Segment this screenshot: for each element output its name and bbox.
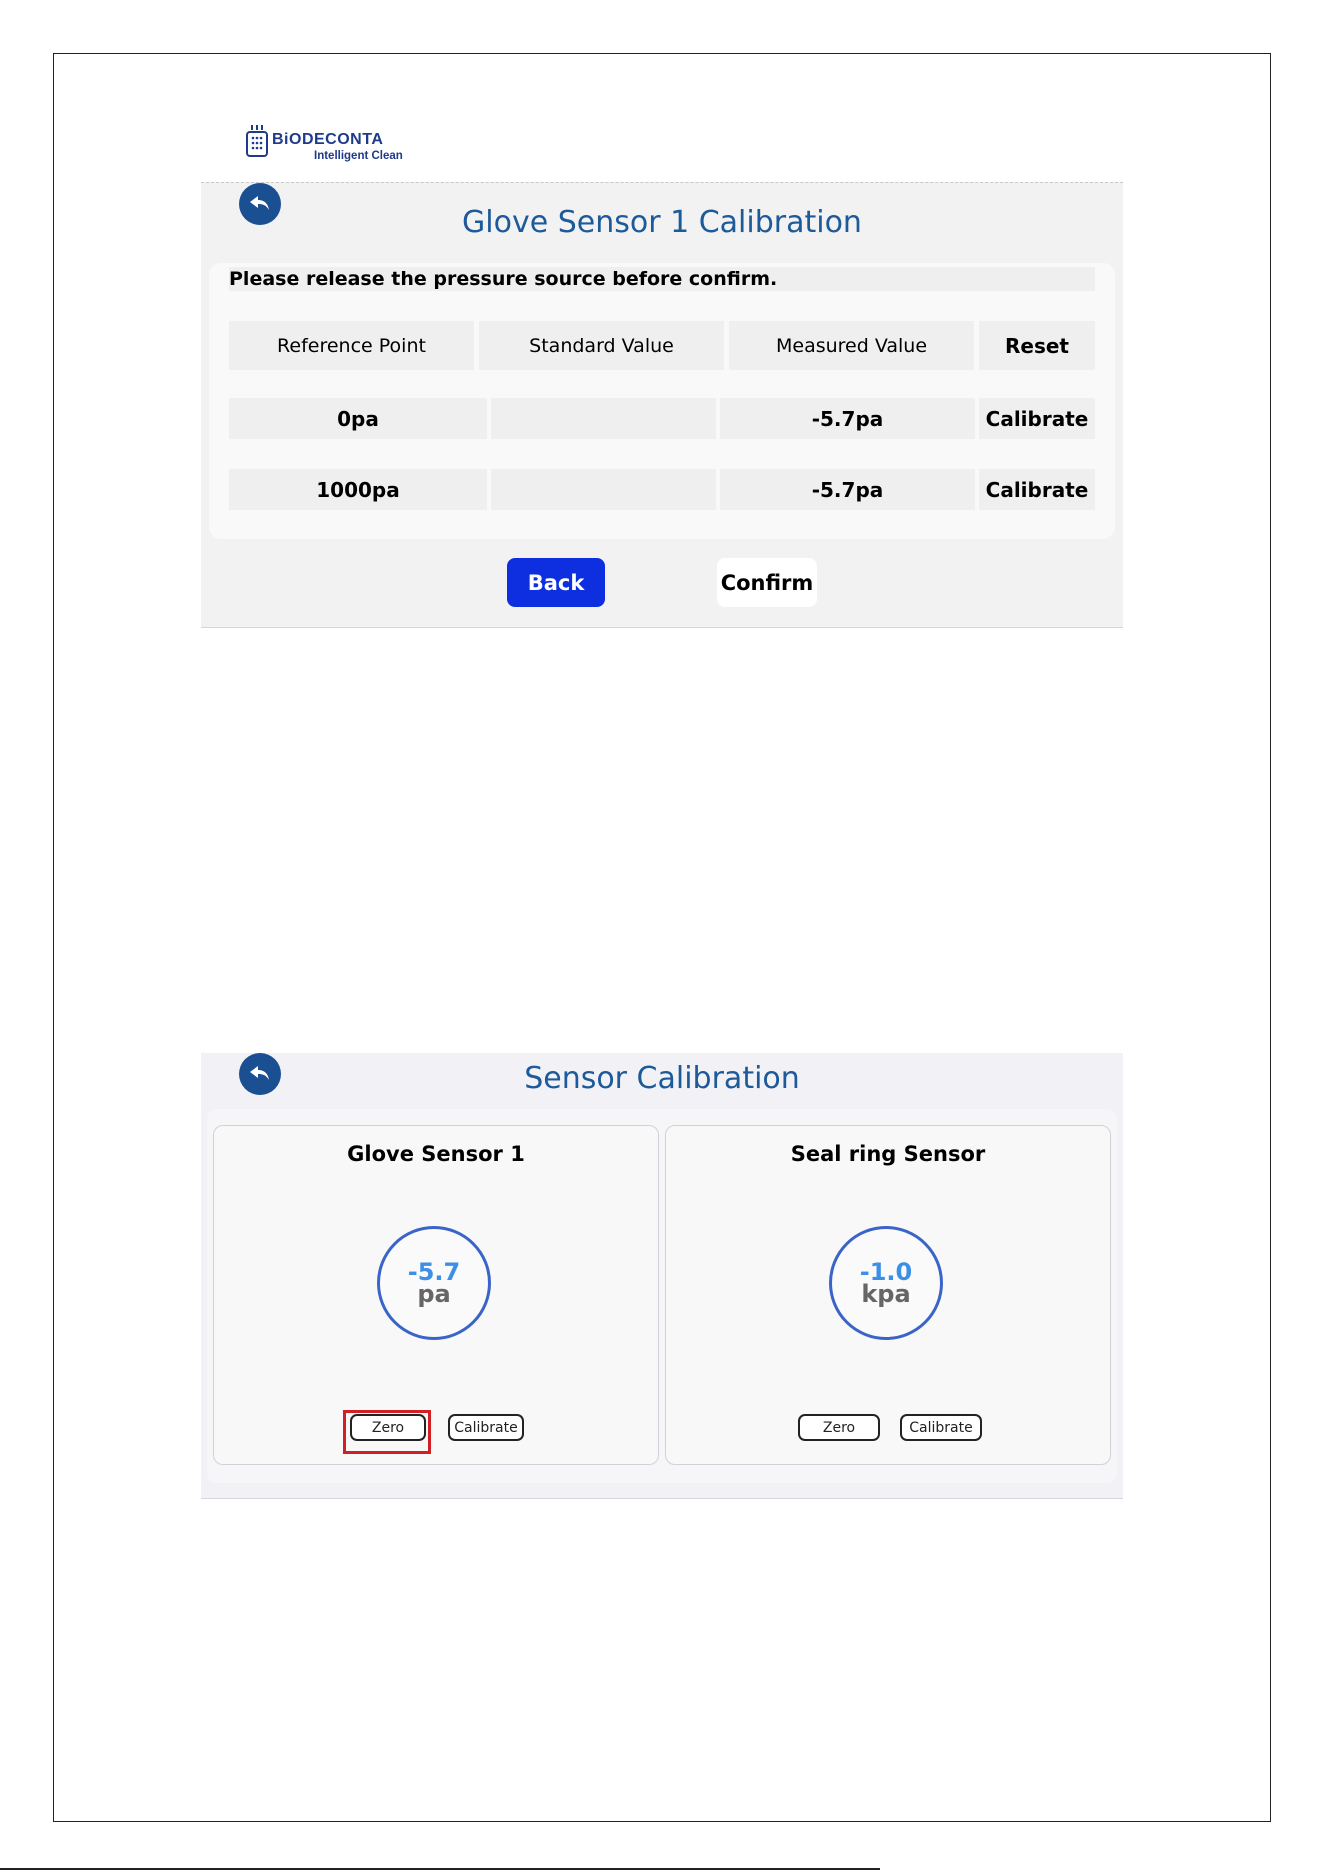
- zero-button[interactable]: Zero: [350, 1414, 426, 1441]
- sensor-calibration-screen: [201, 1053, 1123, 1499]
- measured-value-cell: -5.7pa: [720, 398, 975, 439]
- cleanroom-icon: [246, 124, 268, 158]
- sensor-panel-glove: [213, 1125, 659, 1465]
- gauge-value: -1.0: [859, 1258, 913, 1286]
- pressure-gauge: [829, 1226, 943, 1340]
- calibration-table-card: [209, 263, 1115, 539]
- back-button[interactable]: Back: [507, 558, 605, 607]
- notice-text: Please release the pressure source before confirm.: [229, 267, 1095, 291]
- calibrate-button[interactable]: Calibrate: [448, 1414, 524, 1441]
- logo-name: BiODECONTA: [272, 131, 384, 148]
- reset-button[interactable]: Reset: [979, 321, 1095, 370]
- footer-rule: [0, 1868, 880, 1870]
- confirm-button[interactable]: Confirm: [717, 558, 817, 607]
- sensor-panel-seal-ring: [665, 1125, 1111, 1465]
- reference-point-cell: 0pa: [229, 398, 487, 439]
- sensor-name: Seal ring Sensor: [790, 1142, 986, 1166]
- zero-button[interactable]: Zero: [798, 1414, 880, 1441]
- page-title: Glove Sensor 1 Calibration: [462, 205, 862, 240]
- gauge-value: -5.7: [407, 1258, 461, 1286]
- sensor-name: Glove Sensor 1: [347, 1142, 525, 1166]
- gauge-unit: kpa: [861, 1280, 911, 1308]
- calibrate-button[interactable]: Calibrate: [979, 398, 1095, 439]
- gauge-unit: pa: [417, 1280, 451, 1308]
- reference-point-cell: 1000pa: [229, 469, 487, 510]
- header-measured-value: Measured Value: [729, 321, 974, 370]
- standard-value-input[interactable]: [491, 469, 716, 510]
- calibration-screen: [201, 182, 1123, 628]
- measured-value-cell: -5.7pa: [720, 469, 975, 510]
- header-standard-value: Standard Value: [479, 321, 724, 370]
- logo-tagline: Intelligent Clean: [314, 150, 403, 162]
- brand-logo: [246, 120, 426, 166]
- zero-button-highlight: [343, 1410, 431, 1454]
- calibrate-button[interactable]: Calibrate: [900, 1414, 982, 1441]
- page-title: Sensor Calibration: [524, 1061, 800, 1096]
- header-reference-point: Reference Point: [229, 321, 474, 370]
- standard-value-input[interactable]: [491, 398, 716, 439]
- pressure-gauge: [377, 1226, 491, 1340]
- calibrate-button[interactable]: Calibrate: [979, 469, 1095, 510]
